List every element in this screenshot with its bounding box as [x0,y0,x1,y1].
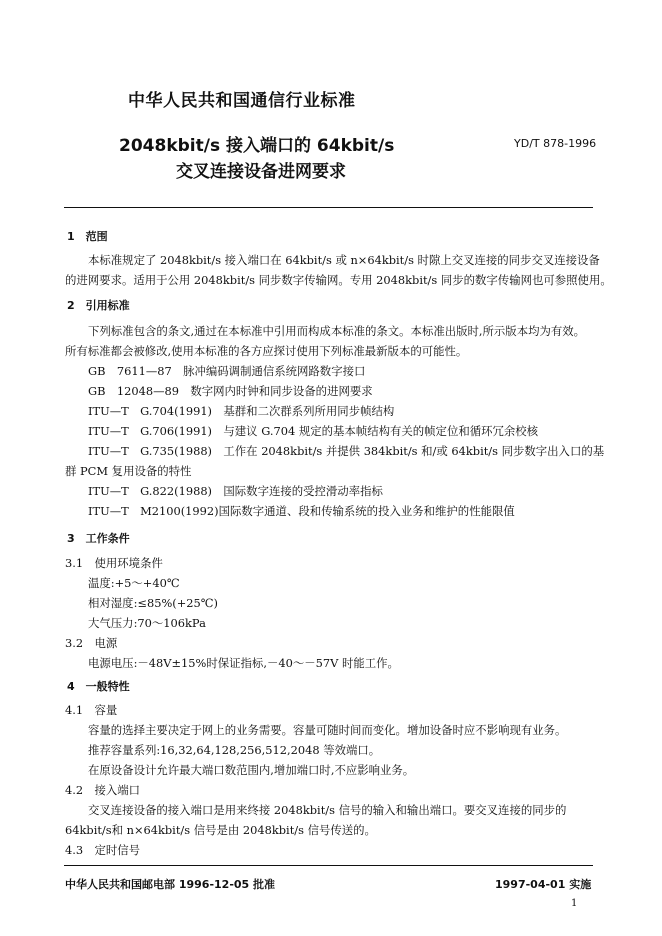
capacity-text: 在原设备设计允许最大端口数范围内,增加端口时,不应影响业务。 [88,763,415,777]
power-supply-text: 电源电压:－48V±15%时保证指标,－40～－57V 时能工作。 [88,656,399,670]
approval-statement: 中华人民共和国邮电部 1996-12-05 批准 [65,878,276,891]
reference-item: ITU—T G.704(1991) 基群和二次群系列所用同步帧结构 [88,404,395,418]
footer-rule [64,865,593,866]
page-number: 1 [571,898,578,909]
section-1-heading: 1 范围 [67,230,108,243]
document-title-line-1: 2048kbit/s 接入端口的 64kbit/s [119,136,395,156]
section-2-paragraph-line: 下列标准包含的条文,通过在本标准中引用而构成本标准的条文。本标准出版时,所示版本均为有效。 [88,324,586,338]
subsection-3-1-heading: 3.1 使用环境条件 [65,556,163,570]
capacity-text: 容量的选择主要决定于网上的业务需要。容量可随时间而变化。增加设备时应不影响现有业务。 [88,723,567,737]
section-3-heading: 3 工作条件 [67,532,130,545]
reference-item: ITU—T M2100(1992)国际数字通道、段和传输系统的投入业务和维护的性能限值 [88,504,515,518]
condition-temperature: 温度:+5～+40℃ [88,576,180,590]
issuing-organization: 中华人民共和国通信行业标准 [128,91,356,111]
access-port-text: 64kbit/s和 n×64kbit/s 信号是由 2048kbit/s 信号传送的。 [65,823,376,837]
subsection-3-2-heading: 3.2 电源 [65,636,118,650]
reference-item: GB 12048—89 数字网内时钟和同步设备的进网要求 [88,384,373,398]
section-1-paragraph-line: 本标准规定了 2048kbit/s 接入端口在 64kbit/s 或 n×64kbit/s 时隙上交叉连接的同步交叉连接设备 [88,253,600,267]
subsection-4-1-heading: 4.1 容量 [65,703,118,717]
effective-date: 1997-04-01 实施 [495,878,592,891]
reference-item: GB 7611—87 脉冲编码调制通信系统网路数字接口 [88,364,366,378]
condition-pressure: 大气压力:70～106kPa [88,616,206,630]
standard-number: YD/T 878-1996 [514,137,597,150]
reference-item: ITU—T G.822(1988) 国际数字连接的受控滑动率指标 [88,484,383,498]
reference-item-continuation: 群 PCM 复用设备的特性 [65,464,192,478]
subsection-4-2-heading: 4.2 接入端口 [65,783,141,797]
document-title-line-2: 交叉连接设备进网要求 [176,162,346,182]
subsection-4-3-heading: 4.3 定时信号 [65,843,141,857]
reference-item: ITU—T G.706(1991) 与建议 G.704 规定的基本帧结构有关的帧定位和循环冗余校核 [88,424,539,438]
reference-item: ITU—T G.735(1988) 工作在 2048kbit/s 并提供 384kbit/s 和/或 64kbit/s 同步数字出入口的基 [88,444,605,458]
section-2-paragraph-line: 所有标准都会被修改,使用本标准的各方应探讨使用下列标准最新版本的可能性。 [65,344,468,358]
header-rule [64,207,593,208]
capacity-text: 推荐容量系列:16,32,64,128,256,512,2048 等效端口。 [88,743,381,757]
section-4-heading: 4 一般特性 [67,680,130,693]
section-1-paragraph-line: 的进网要求。适用于公用 2048kbit/s 同步数字传输网。专用 2048kbit/s 同步的数字传输网也可参照使用。 [65,273,612,287]
section-2-heading: 2 引用标准 [67,299,130,312]
condition-humidity: 相对湿度:≤85%(+25℃) [88,596,218,610]
access-port-text: 交叉连接设备的接入端口是用来终接 2048kbit/s 信号的输入和输出端口。要交叉连接的同步的 [88,803,567,817]
